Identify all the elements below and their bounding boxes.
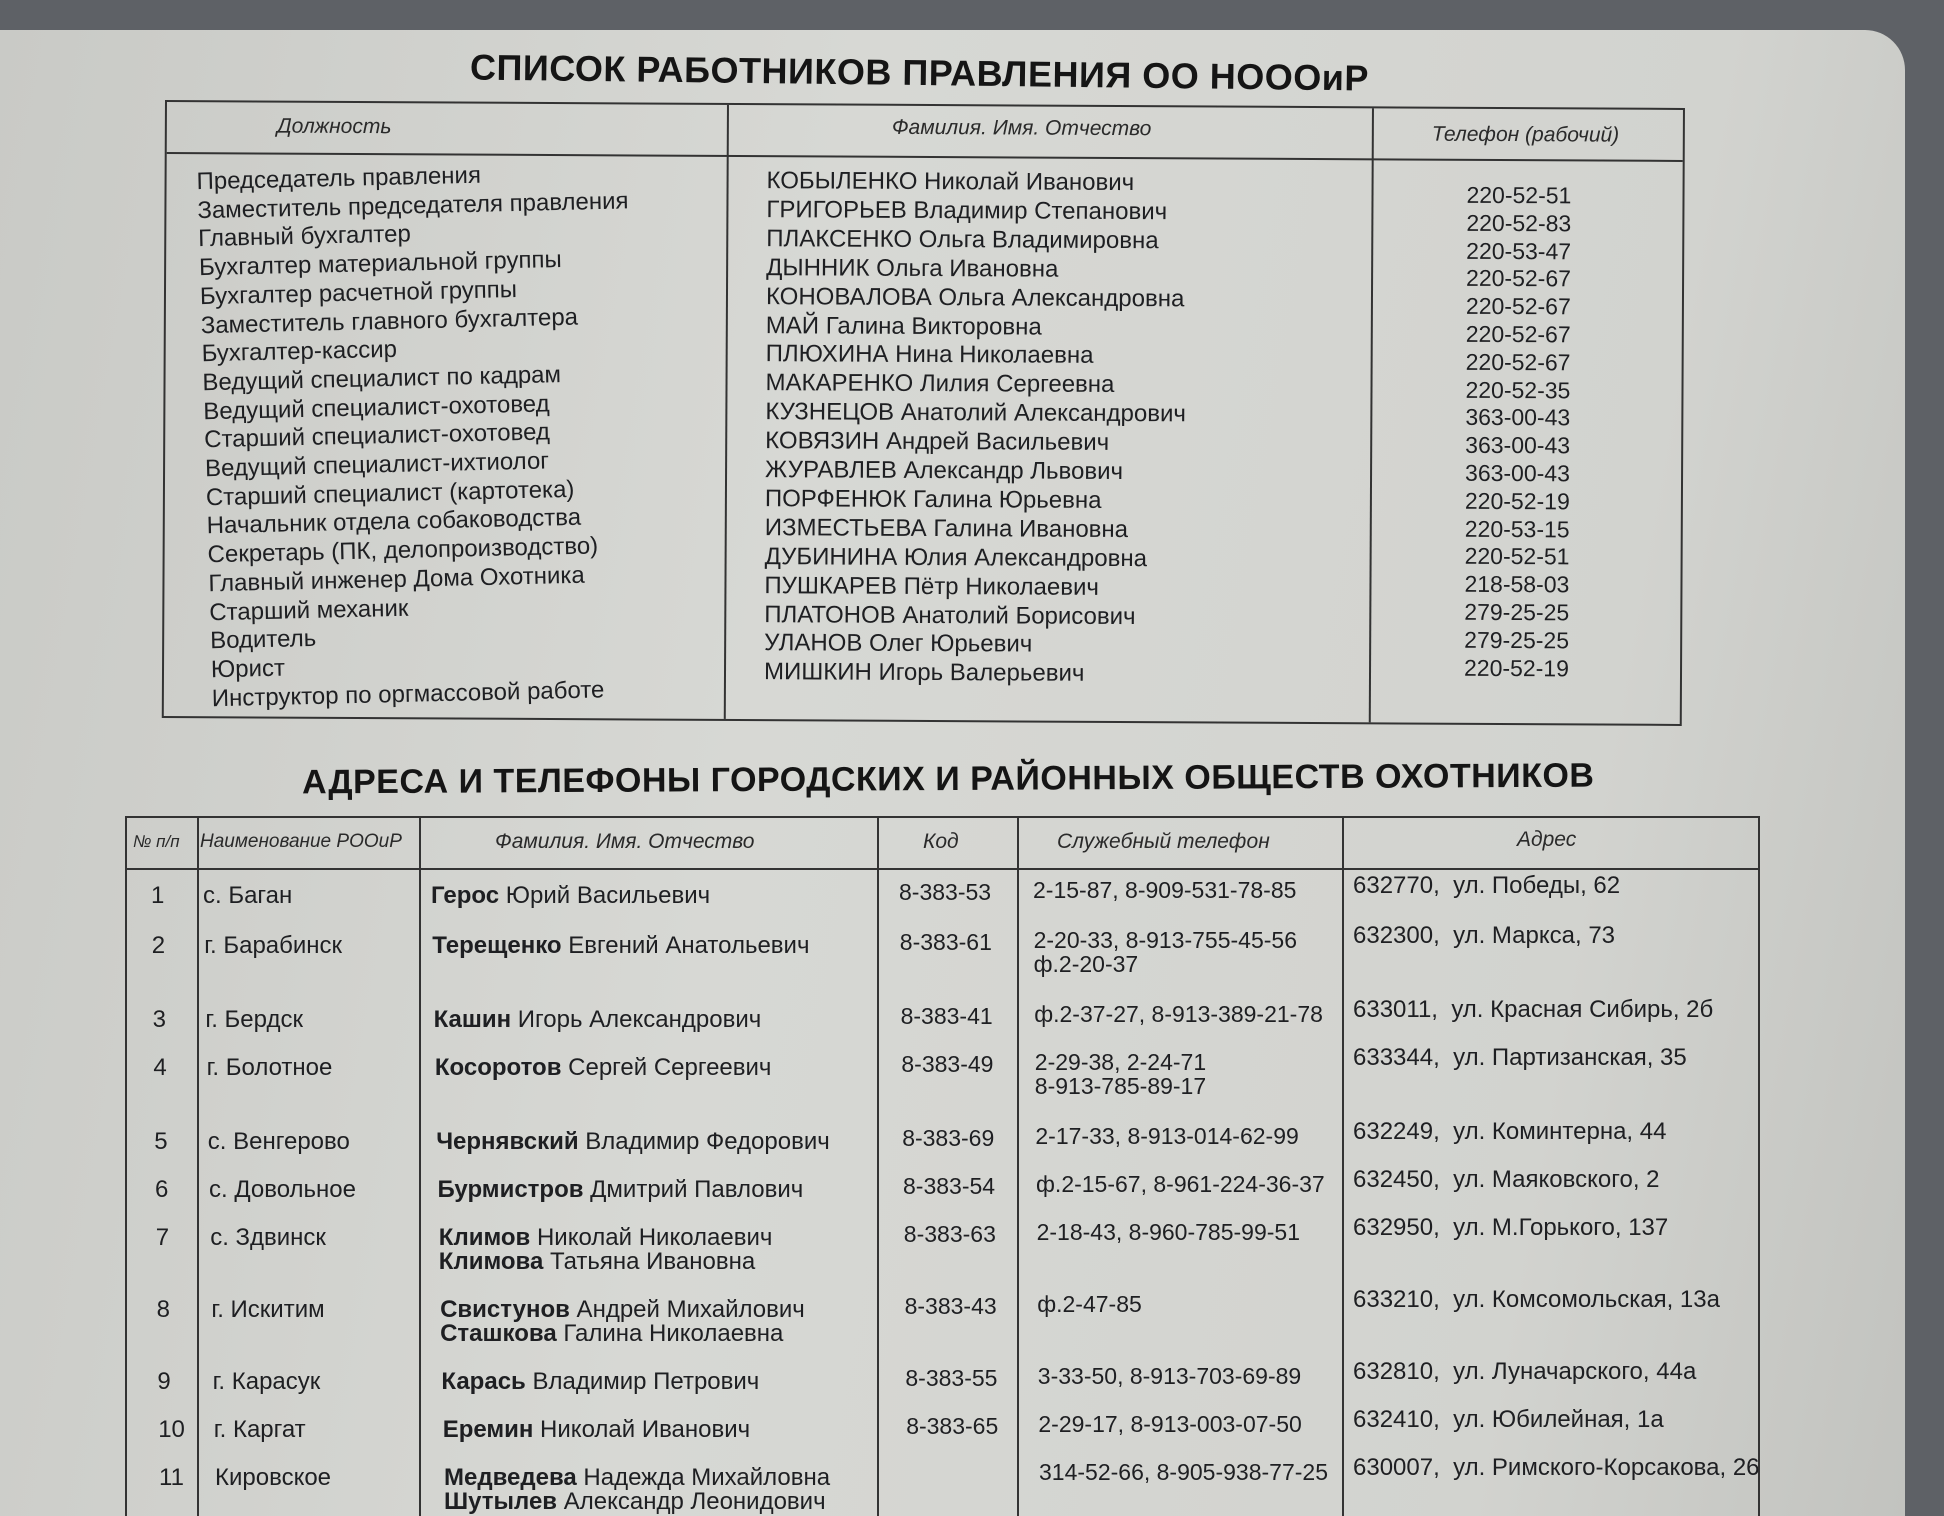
surname: Климов (438, 1224, 531, 1251)
street: ул. Луначарского, 44а (1453, 1358, 1697, 1385)
chairman-name (438, 1176, 804, 1204)
surname: Климова (438, 1248, 544, 1275)
phone-code: 8-383-54 (903, 1173, 996, 1199)
postal-index: 632770, (1353, 872, 1440, 899)
phone-code: 8-383-41 (900, 1003, 993, 1029)
given-names: Владимир Федорович (578, 1128, 830, 1155)
office-phone: 2-29-38, 2-24-71 (1034, 1049, 1207, 1075)
staff-name: УЛАНОВ Олег Юрьевич (764, 629, 1033, 658)
office-phone: 8-913-785-89-17 (1034, 1073, 1207, 1099)
chairman-name (431, 882, 710, 910)
office-phone: 2-18-43, 8-960-785-99-51 (1036, 1219, 1300, 1245)
staff-phone: 220-52-35 (1465, 376, 1571, 403)
staff-phone: 363-00-43 (1465, 432, 1571, 459)
staff-phone: 220-53-15 (1464, 515, 1570, 542)
postal-index: 632810, (1353, 1358, 1440, 1385)
street: ул. Коминтерна, 44 (1453, 1118, 1667, 1145)
staff-position: Заместитель главного бухгалтера (200, 303, 579, 339)
office-phone: ф.2-15-67, 8-961-224-36-37 (1036, 1171, 1325, 1197)
society-place: г. Каргат (213, 1416, 306, 1443)
staff-position: Бухгалтер материальной группы (198, 246, 562, 282)
street: ул. Римского-Корсакова, 26 (1453, 1454, 1760, 1481)
staff-position: Ведущий специалист-ихтиолог (204, 447, 550, 483)
staff-position: Главный инженер Дома Охотника (208, 561, 586, 598)
given-names: Александр Леонидович (557, 1488, 826, 1515)
street: ул. Победы, 62 (1453, 872, 1621, 899)
society-place: г. Барабинск (204, 932, 343, 959)
staff-phone: 220-52-51 (1464, 543, 1570, 570)
header-address: Адрес (1517, 828, 1577, 851)
office-phone: ф.2-37-27, 8-913-389-21-78 (1034, 1001, 1323, 1027)
surname: Сташкова (440, 1320, 557, 1347)
address (1353, 1214, 1668, 1242)
given-names: Игорь Александрович (511, 1006, 762, 1033)
given-names: Галина Николаевна (556, 1320, 784, 1347)
chairman-name (434, 1006, 762, 1034)
society-place: г. Карасук (212, 1368, 321, 1395)
society-place: г. Искитим (211, 1296, 325, 1323)
staff-name: КОНОВАЛОВА Ольга Александровна (765, 282, 1185, 312)
office-phone: 2-20-33, 8-913-755-45-56 (1033, 927, 1297, 953)
society-place: Кировское (215, 1464, 332, 1491)
staff-position: Инструктор по оргмассовой работе (211, 675, 605, 712)
surname: Медведева (444, 1464, 577, 1491)
phone-code: 8-383-63 (903, 1221, 996, 1247)
staff-position: Старший механик (208, 594, 409, 626)
given-names: Евгений Анатольевич (561, 932, 810, 959)
staff-phone: 279-25-25 (1464, 626, 1570, 654)
staff-phone: 279-25-25 (1464, 598, 1570, 626)
staff-position: Секретарь (ПК, делопроизводство) (207, 532, 599, 569)
staff-position: Бухгалтер расчетной группы (199, 275, 518, 310)
staff-name: ЖУРАВЛЕВ Александр Львович (765, 456, 1124, 486)
postal-index: 632950, (1353, 1214, 1440, 1241)
staff-position: Юрист (210, 654, 286, 684)
phone-code: 8-383-61 (899, 929, 992, 955)
header-num: № п/п (133, 832, 180, 851)
staff-name: ДЫННИК Ольга Ивановна (766, 253, 1059, 283)
staff-name: ГРИГОРЬЕВ Владимир Степанович (766, 196, 1168, 226)
row-number: 10 (158, 1416, 185, 1443)
surname: Кашин (433, 1006, 512, 1033)
phone-code: 8-383-49 (901, 1051, 994, 1077)
society-place: г. Болотное (206, 1054, 333, 1081)
given-names: Надежда Михайловна (576, 1464, 831, 1491)
phone-code: 8-383-43 (904, 1293, 997, 1319)
chairman-name (435, 1054, 772, 1082)
office-phone: ф.2-20-37 (1033, 951, 1139, 977)
row-number: 8 (156, 1296, 170, 1323)
staff-position: Ведущий специалист по кадрам (202, 360, 562, 397)
staff-phone: 363-00-43 (1465, 404, 1571, 431)
staff-name: ПОРФЕНЮК Галина Юрьевна (764, 485, 1102, 514)
given-names: Николай Николаевич (530, 1224, 773, 1251)
staff-name: ИЗМЕСТЬЕВА Галина Ивановна (764, 513, 1129, 543)
row-number: 3 (152, 1006, 166, 1033)
chairman-name (440, 1320, 783, 1348)
phone-code: 8-383-53 (899, 879, 992, 905)
chairman-name (432, 932, 809, 960)
header-fio: Фамилия. Имя. Отчество (495, 830, 755, 853)
address (1353, 922, 1615, 950)
staff-phone: 220-52-67 (1465, 348, 1571, 376)
staff-phone: 220-52-19 (1463, 654, 1569, 681)
header-office-phone: Служебный телефон (1057, 830, 1270, 853)
postal-index: 632300, (1353, 922, 1440, 949)
staff-phone: 220-52-67 (1465, 320, 1571, 348)
row-number: 4 (153, 1054, 167, 1081)
staff-name: ДУБИНИНА Юлия Александровна (764, 542, 1148, 572)
given-names: Юрий Васильевич (499, 882, 711, 909)
header-society: Наименование РООиР (200, 831, 402, 852)
staff-position: Старший специалист-охотовед (203, 418, 551, 454)
chairman-name (439, 1248, 755, 1276)
staff-name: ПЛАТОНОВ Анатолий Борисович (764, 600, 1136, 630)
staff-position: Водитель (209, 625, 317, 655)
phone-code: 8-383-65 (906, 1413, 999, 1439)
society-place: г. Бердск (205, 1006, 303, 1033)
postal-index: 633210, (1353, 1286, 1440, 1313)
surname: Карась (441, 1368, 526, 1395)
phone-code: 8-383-55 (905, 1365, 998, 1391)
postal-index: 630007, (1353, 1454, 1440, 1481)
row-number: 7 (155, 1224, 170, 1251)
office-phone: 314-52-66, 8-905-938-77-25 (1039, 1459, 1328, 1485)
header-code: Код (923, 830, 959, 853)
staff-phone: 220-52-83 (1466, 209, 1572, 237)
address (1353, 1118, 1666, 1146)
given-names: Дмитрий Павлович (583, 1176, 804, 1203)
staff-table-title: СПИСОК РАБОТНИКОВ ПРАВЛЕНИЯ ОО НОООиР (469, 46, 1370, 99)
society-place: с. Баган (203, 882, 293, 909)
surname: Бурмистров (437, 1176, 584, 1203)
societies-table-title: АДРЕСА И ТЕЛЕФОНЫ ГОРОДСКИХ И РАЙОННЫХ ОБЩЕСТВ ОХОТНИКОВ (301, 756, 1595, 802)
staff-table (162, 100, 1685, 726)
chairman-name (443, 1416, 750, 1444)
staff-name: ПЛЮХИНА Нина Николаевна (765, 340, 1094, 370)
row-number: 2 (151, 932, 166, 959)
staff-name: МАКАРЕНКО Лилия Сергеевна (765, 369, 1115, 399)
staff-position: Бухгалтер-кассир (201, 335, 398, 368)
address (1353, 872, 1620, 900)
street: ул. Партизанская, 35 (1453, 1044, 1687, 1071)
office-phone: 2-15-87, 8-909-531-78-85 (1033, 877, 1297, 903)
office-phone: ф.2-47-85 (1037, 1291, 1142, 1317)
staff-phone: 363-00-43 (1464, 459, 1570, 487)
chairman-name (436, 1128, 830, 1156)
staff-position: Главный бухгалтер (197, 220, 412, 253)
staff-name: МИШКИН Игорь Валерьевич (763, 658, 1085, 688)
postal-index: 633344, (1353, 1044, 1440, 1071)
given-names: Сергей Сергеевич (561, 1054, 772, 1081)
societies-table (125, 816, 1760, 1516)
society-place: с. Здвинск (210, 1224, 326, 1251)
street: ул. Красная Сибирь, 2б (1451, 996, 1714, 1023)
address (1353, 1454, 1760, 1482)
postal-index: 632410, (1353, 1406, 1440, 1433)
staff-name: МАЙ Галина Викторовна (765, 311, 1042, 341)
staff-position: Председатель правления (196, 161, 482, 196)
postal-index: 632450, (1353, 1166, 1440, 1193)
society-place: с. Венгерово (207, 1128, 350, 1155)
given-names: Николай Иванович (533, 1416, 751, 1443)
given-names: Андрей Михайлович (569, 1296, 805, 1323)
surname: Еремин (442, 1416, 534, 1443)
surname: Чернявский (436, 1128, 579, 1155)
staff-position: Заместитель председателя правления (197, 187, 629, 224)
society-place: с. Довольное (209, 1176, 356, 1203)
street: ул. М.Горького, 137 (1453, 1214, 1669, 1241)
address (1353, 1044, 1687, 1072)
staff-position: Ведущий специалист-охотовед (203, 389, 550, 425)
staff-name: КОВЯЗИН Андрей Васильевич (765, 427, 1110, 457)
address (1353, 996, 1713, 1024)
office-phone: 2-29-17, 8-913-003-07-50 (1038, 1411, 1302, 1437)
street: ул. Маркса, 73 (1453, 922, 1616, 949)
address (1353, 1406, 1664, 1434)
header-position: Должность (276, 114, 392, 139)
staff-phone: 220-52-67 (1465, 293, 1571, 320)
staff-name: ПЛАКСЕНКО Ольга Владимировна (766, 224, 1159, 255)
office-phone: 3-33-50, 8-913-703-69-89 (1037, 1363, 1302, 1389)
given-names: Татьяна Ивановна (543, 1248, 756, 1275)
header-phone: Телефон (рабочий) (1431, 122, 1620, 147)
chairman-name (441, 1368, 759, 1396)
chairman-name (444, 1488, 826, 1516)
postal-index: 633011, (1353, 996, 1438, 1023)
surname: Свистунов (440, 1296, 570, 1323)
staff-phone: 220-53-47 (1466, 237, 1572, 264)
document-page (0, 30, 1905, 1516)
surname: Косоротов (434, 1054, 562, 1081)
staff-phone: 218-58-03 (1464, 570, 1570, 598)
staff-position: Старший специалист (картотека) (205, 475, 575, 511)
postal-index: 632249, (1353, 1118, 1440, 1145)
street: ул. Маяковского, 2 (1453, 1166, 1660, 1193)
row-number: 5 (154, 1128, 168, 1155)
header-name: Фамилия. Имя. Отчество (891, 115, 1152, 141)
street: ул. Юбилейная, 1а (1453, 1406, 1664, 1433)
surname: Шутылев (444, 1488, 558, 1515)
row-number: 11 (159, 1464, 184, 1491)
surname: Герос (431, 882, 500, 909)
given-names: Владимир Петрович (525, 1368, 760, 1395)
phone-code: 8-383-69 (902, 1125, 995, 1151)
address (1353, 1286, 1720, 1314)
surname: Терещенко (432, 932, 562, 959)
address (1353, 1166, 1660, 1194)
staff-name: ПУШКАРЕВ Пётр Николаевич (764, 571, 1100, 601)
row-number: 1 (151, 882, 165, 909)
staff-position: Начальник отдела собаководства (206, 504, 582, 540)
staff-phone: 220-52-19 (1464, 487, 1570, 515)
staff-name: КУЗНЕЦОВ Анатолий Александрович (765, 398, 1187, 428)
office-phone: 2-17-33, 8-913-014-62-99 (1035, 1123, 1299, 1149)
address (1353, 1358, 1696, 1386)
row-number: 9 (157, 1368, 171, 1395)
street: ул. Комсомольская, 13а (1453, 1286, 1720, 1313)
staff-phone: 220-52-67 (1466, 265, 1572, 292)
staff-phone: 220-52-51 (1466, 181, 1572, 209)
row-number: 6 (155, 1176, 169, 1203)
staff-name: КОБЫЛЕНКО Николай Иванович (766, 167, 1135, 197)
